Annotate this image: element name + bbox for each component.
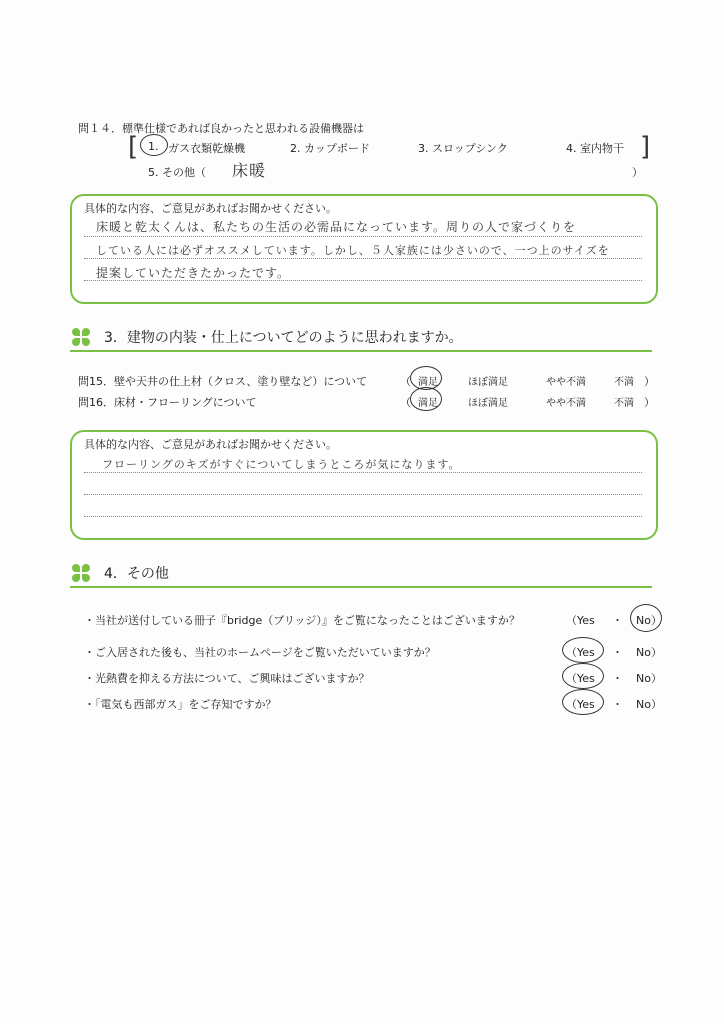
ruled-line — [84, 258, 642, 259]
section-4-title: 4．その他 — [104, 566, 169, 582]
q15-paren-close: ） — [644, 375, 655, 388]
answer-circle — [562, 689, 604, 715]
comment-1-line-1: 床暖と乾太くんは、私たちの生活の必需品になっています。周りの人で家づくりを — [96, 220, 577, 234]
ruled-line — [84, 494, 642, 495]
ruled-line — [84, 472, 642, 473]
other-question-1: ・当社が送付している冊子『bridge（ブリッジ）』をご覧になったことはございますか？ — [84, 614, 520, 627]
ruled-line — [84, 280, 642, 281]
q15-paren-open: （ — [400, 375, 411, 388]
q16-paren-open: （ — [400, 396, 411, 409]
comment-box-1-title: 具体的な内容、ご意見があればお聞かせください。 — [84, 202, 337, 215]
other-q1-yes[interactable]: （Yes — [566, 614, 595, 627]
other-q3-dot: ・ — [612, 672, 623, 685]
section-4-header — [70, 562, 652, 588]
q14-other-handwritten: 床暖 — [232, 161, 267, 180]
other-q2-no[interactable]: No） — [636, 646, 662, 659]
answer-circle — [410, 387, 442, 411]
q15-option-4[interactable]: 不満 — [614, 377, 634, 388]
ruled-line — [84, 516, 642, 517]
clover-icon — [72, 328, 92, 348]
other-question-3: ・光熱費を抑える方法について、ご興味はございますか？ — [84, 672, 370, 685]
bracket-right: ] — [640, 132, 651, 162]
q15-option-2[interactable]: ほぼ満足 — [468, 377, 508, 388]
answer-circle — [630, 604, 662, 632]
answer-circle — [562, 637, 604, 663]
q14-option-1-number[interactable]: 1. — [148, 140, 159, 153]
other-q4-dot: ・ — [612, 698, 623, 711]
ruled-line — [84, 236, 642, 237]
comment-2-line-1: フローリングのキズがすぐについてしまうところが気になります。 — [102, 458, 461, 471]
comment-1-line-3: 提案していただきたかったです。 — [96, 266, 291, 280]
q14-option-3[interactable]: 3. スロップシンク — [418, 142, 508, 155]
q15-option-1[interactable]: 満足 — [418, 377, 438, 388]
q16-option-4[interactable]: 不満 — [614, 398, 634, 409]
q14-label: 問１４．標準仕様であれば良かったと思われる設備機器は — [78, 122, 364, 135]
answer-circle — [140, 134, 168, 156]
other-q2-yes[interactable]: （Yes — [566, 646, 595, 659]
q14-option-5[interactable]: 5. その他（ — [148, 166, 206, 179]
comment-box-1 — [70, 194, 658, 304]
q16-option-3[interactable]: やや不満 — [546, 398, 586, 409]
q14-option-5-close: ） — [632, 166, 643, 179]
q14-option-2[interactable]: 2. カップボード — [290, 142, 370, 155]
section-3-title: 3．建物の内装・仕上についてどのように思われますか。 — [104, 330, 463, 346]
q15-option-3[interactable]: やや不満 — [546, 377, 586, 388]
other-q4-no[interactable]: No） — [636, 698, 662, 711]
q15-label: 問15．壁や天井の仕上材（クロス、塗り壁など）について — [78, 375, 368, 388]
q14-option-4[interactable]: 4. 室内物干 — [566, 142, 624, 155]
other-q4-yes[interactable]: （Yes — [566, 698, 595, 711]
other-q1-dot: ・ — [612, 614, 623, 627]
q16-label: 問16．床材・フローリングについて — [78, 396, 257, 409]
bracket-left: [ — [128, 132, 139, 162]
answer-circle — [562, 663, 604, 689]
section-3-header — [70, 326, 652, 352]
other-question-2: ・ご入居された後も、当社のホームページをご覧いただいていますか？ — [84, 646, 436, 659]
other-q3-yes[interactable]: （Yes — [566, 672, 595, 685]
other-q2-dot: ・ — [612, 646, 623, 659]
clover-icon — [72, 564, 92, 584]
q16-paren-close: ） — [644, 396, 655, 409]
comment-1-line-2: している人には必ずオススメしています。しかし、５人家族には少さいので、一つ上のサイズを — [96, 244, 610, 257]
q14-option-1[interactable]: ガス衣類乾燥機 — [168, 142, 245, 155]
q16-option-1[interactable]: 満足 — [418, 398, 438, 409]
other-q1-no[interactable]: No） — [636, 614, 662, 627]
comment-box-2 — [70, 430, 658, 540]
comment-box-2-title: 具体的な内容、ご意見があればお聞かせください。 — [84, 438, 337, 451]
other-q3-no[interactable]: No） — [636, 672, 662, 685]
q16-option-2[interactable]: ほぼ満足 — [468, 398, 508, 409]
other-question-4: ・「電気も西部ガス」をご存知ですか？ — [84, 698, 277, 711]
